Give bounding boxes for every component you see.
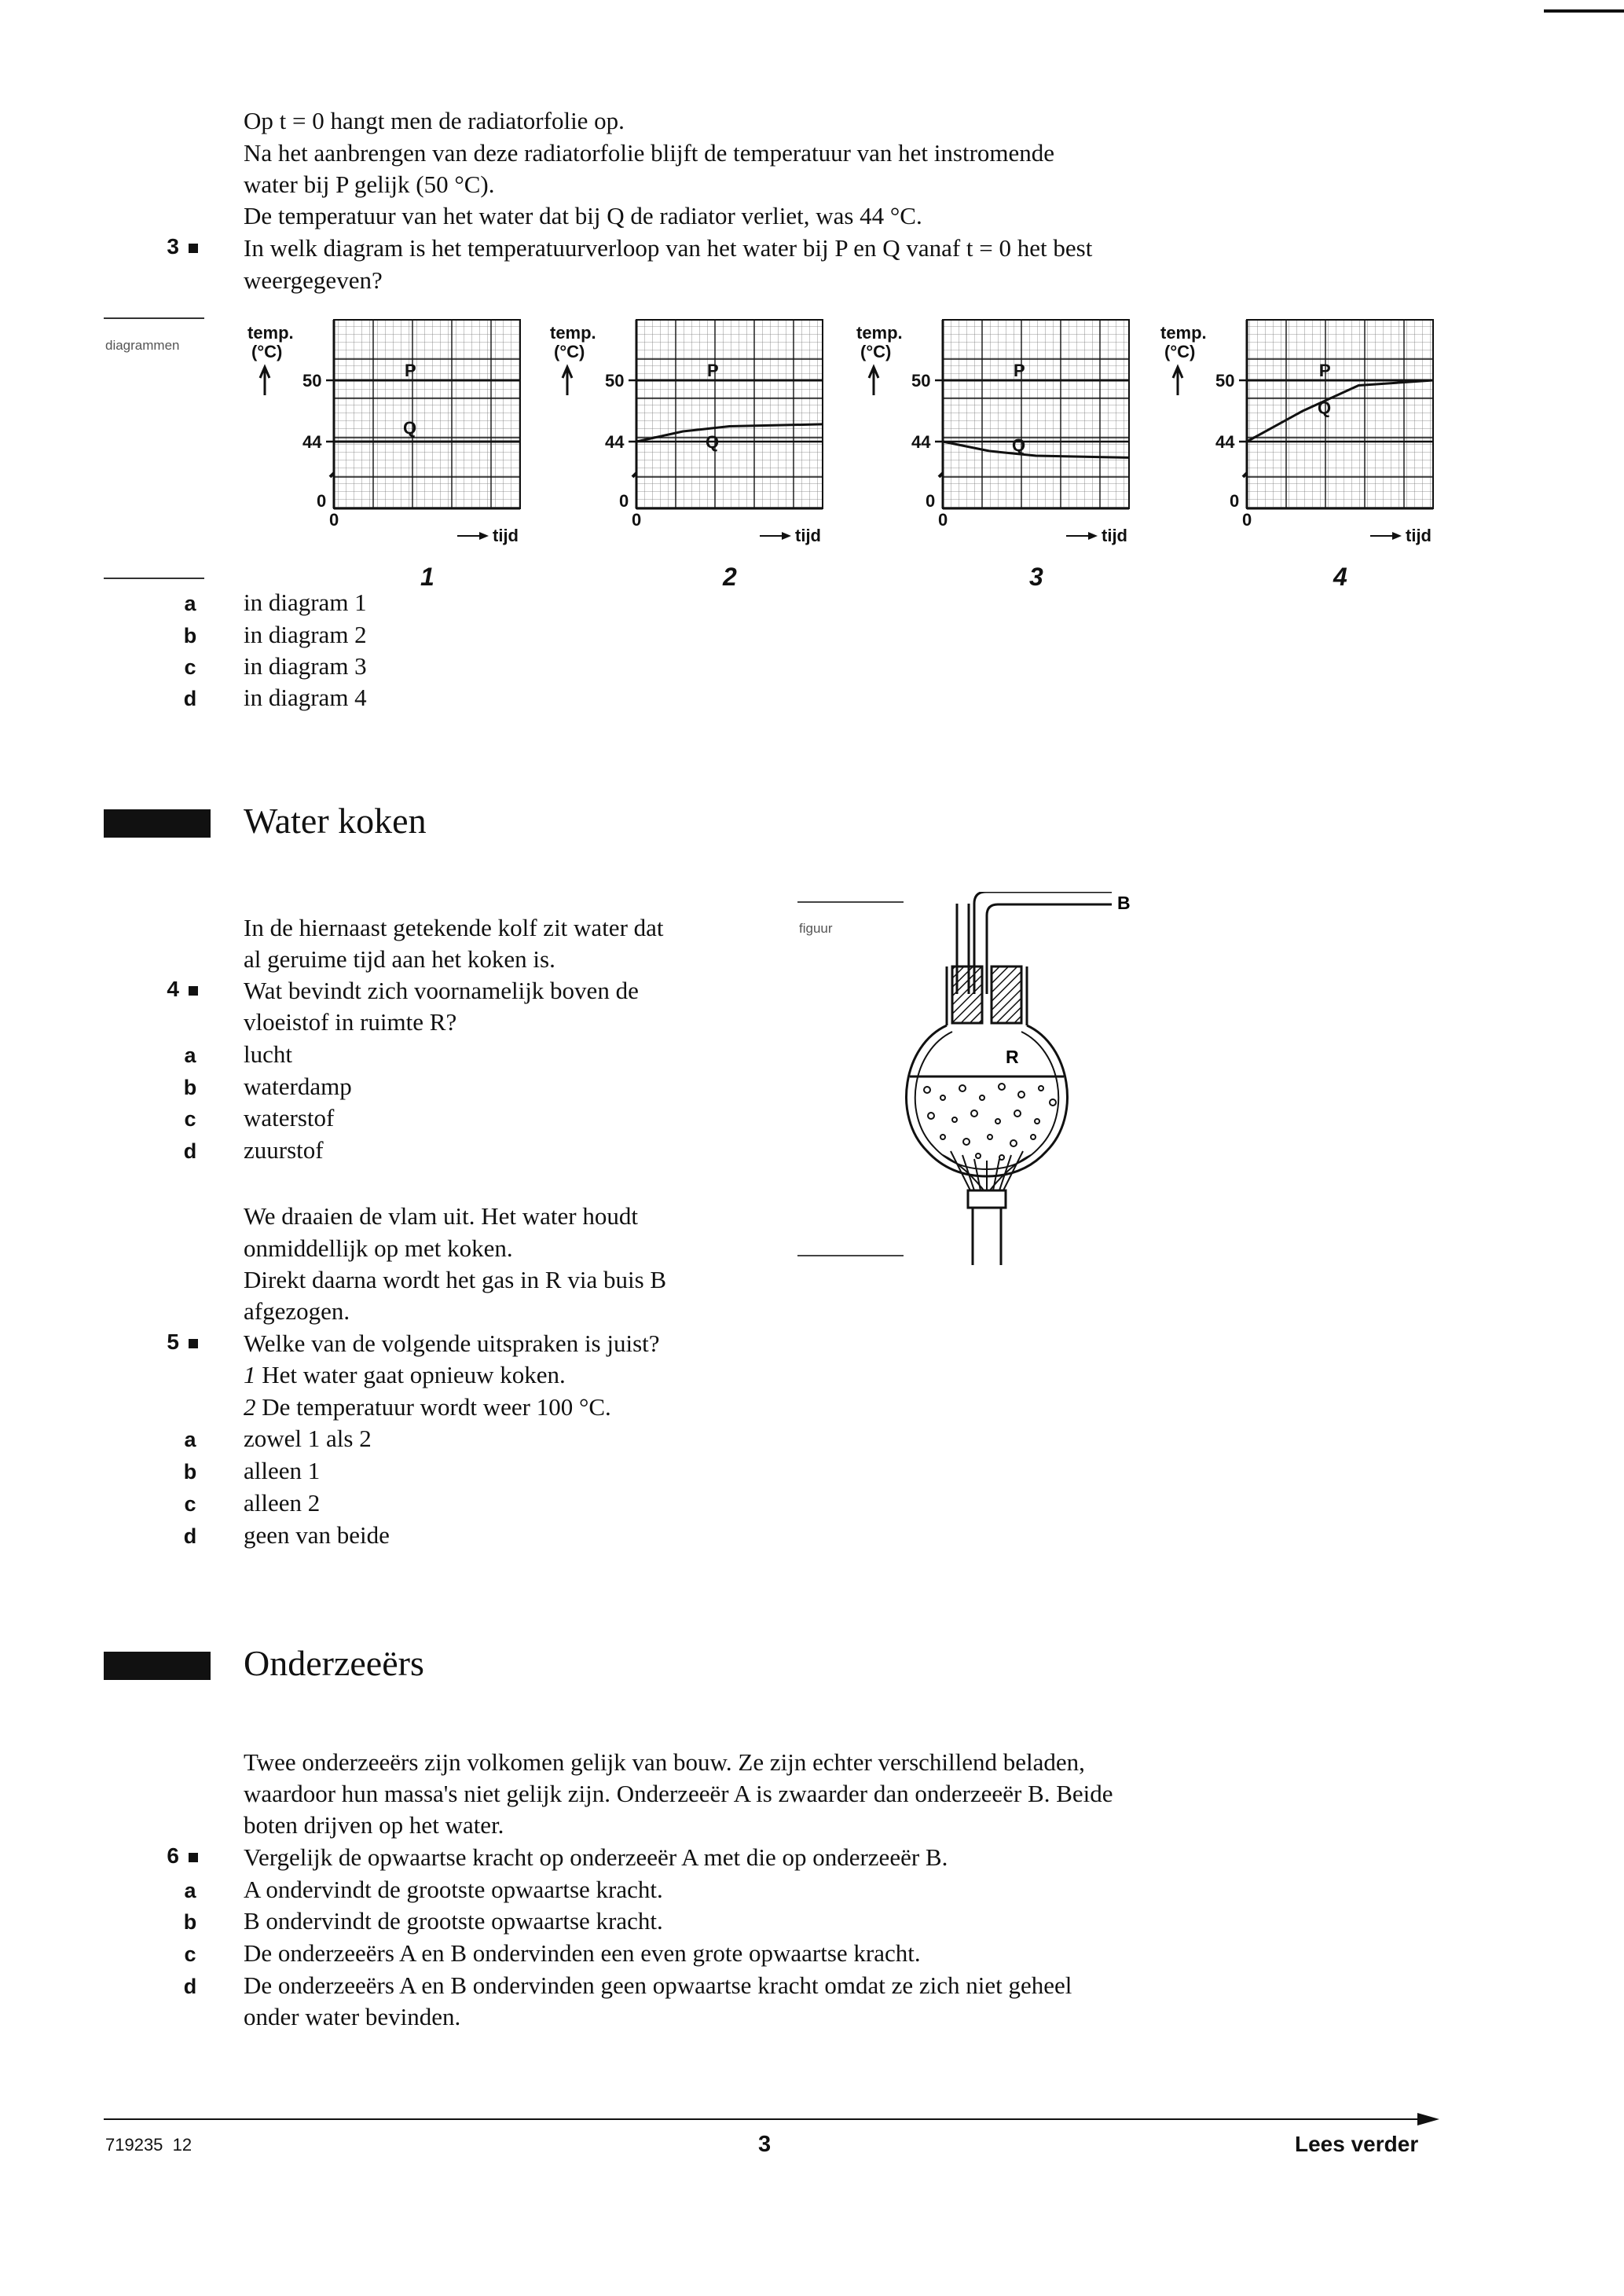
statement-text: De temperatuur wordt weer 100 °C. bbox=[262, 1393, 611, 1421]
q6-option-c[interactable] bbox=[174, 1937, 1353, 1971]
arrow-up-icon bbox=[869, 367, 878, 395]
option-letter: c bbox=[184, 655, 196, 679]
option-letter: b bbox=[183, 1910, 197, 1934]
statement-number: 1 bbox=[244, 1361, 256, 1388]
y-axis-unit: (°C) bbox=[1164, 342, 1196, 361]
q3-intro-3: water bij P gelijk (50 °C). bbox=[244, 171, 495, 198]
q5-option-d[interactable] bbox=[174, 1519, 567, 1553]
section-bar bbox=[104, 809, 211, 838]
temperature-diagrams bbox=[228, 310, 1454, 593]
arrow-head-icon bbox=[1392, 532, 1402, 540]
bubbles bbox=[924, 1084, 1056, 1160]
chart-grid bbox=[1247, 320, 1433, 508]
figure-divider-bottom bbox=[797, 1255, 904, 1256]
q5-option-c[interactable] bbox=[174, 1487, 567, 1520]
diagram-caption: 1 bbox=[420, 563, 434, 591]
option-letter: d bbox=[183, 1524, 197, 1548]
q5-question: Welke van de volgende uitspraken is juist? bbox=[244, 1330, 660, 1357]
section-title-onderzeeers: Onderzeeërs bbox=[244, 1643, 424, 1683]
q4-option-a[interactable] bbox=[174, 1038, 567, 1072]
water-intro-1: In de hiernaast getekende kolf zit water dat bbox=[244, 914, 664, 941]
option-letter: d bbox=[183, 1975, 197, 1998]
q3-intro-1: Op t = 0 hangt men de radiatorfolie op. bbox=[244, 107, 625, 134]
option-letter: b bbox=[183, 624, 197, 647]
arrow-head-icon bbox=[479, 532, 489, 540]
arrow-head-icon bbox=[782, 532, 791, 540]
tick-label-0: 0 bbox=[619, 491, 629, 511]
x-tick-label-0: 0 bbox=[632, 510, 642, 530]
q3-option-c[interactable] bbox=[174, 650, 567, 684]
tick-label-44: 44 bbox=[605, 432, 625, 452]
boiling-flask-figure bbox=[896, 892, 1155, 1269]
q6-option-d-continued: onder water bevinden. bbox=[244, 2003, 461, 2030]
y-axis-label: temp. bbox=[247, 323, 294, 343]
option-letter: c bbox=[184, 1492, 196, 1516]
option-letter: d bbox=[183, 687, 197, 710]
x-axis-label: tijd bbox=[1406, 526, 1432, 545]
tick-label-0: 0 bbox=[317, 491, 327, 511]
option-text: De onderzeeërs A en B ondervinden een even grote opwaartse kracht. bbox=[244, 1939, 921, 1967]
q5-statement-1 bbox=[244, 1359, 566, 1391]
option-text: De onderzeeërs A en B ondervinden geen opwaartse kracht omdat ze zich niet geheel bbox=[244, 1971, 1072, 1999]
corner-mark bbox=[1544, 9, 1624, 13]
label-r: R bbox=[1006, 1047, 1019, 1067]
q5-statement-2 bbox=[244, 1391, 611, 1423]
q6-number: 6 bbox=[167, 1843, 179, 1868]
q4-option-b[interactable] bbox=[174, 1070, 567, 1104]
y-axis-unit: (°C) bbox=[554, 342, 585, 361]
q4-question-2: vloeistof in ruimte R? bbox=[244, 1008, 457, 1036]
tick-label-44: 44 bbox=[1215, 432, 1235, 452]
option-text: waterstof bbox=[244, 1104, 335, 1131]
q3-number: 3 bbox=[167, 234, 179, 259]
footer-arrow-line bbox=[104, 2110, 1439, 2129]
q5-option-b[interactable] bbox=[174, 1454, 567, 1488]
arrow-head-icon bbox=[1088, 532, 1098, 540]
tick-label-50: 50 bbox=[1215, 371, 1235, 391]
q6-option-a[interactable] bbox=[174, 1873, 1353, 1907]
bullet-icon bbox=[189, 986, 198, 996]
q6-option-d[interactable] bbox=[174, 1969, 1353, 2003]
q3-option-d[interactable] bbox=[174, 681, 567, 715]
water-para2-2: onmiddellijk op met koken. bbox=[244, 1234, 513, 1262]
q5-number: 5 bbox=[167, 1330, 179, 1354]
diagram-caption: 3 bbox=[1029, 563, 1043, 591]
question-number bbox=[151, 1843, 198, 1869]
q4-number: 4 bbox=[167, 977, 179, 1001]
q5-option-a[interactable] bbox=[174, 1422, 567, 1456]
option-text: waterdamp bbox=[244, 1073, 352, 1100]
y-axis-label: temp. bbox=[550, 323, 596, 343]
option-letter: a bbox=[184, 1428, 196, 1451]
divider bbox=[104, 578, 204, 579]
tick-label-44: 44 bbox=[911, 432, 931, 452]
q3-question-1: In welk diagram is het temperatuurverloop van het water bij P en Q vanaf t = 0 het best bbox=[244, 234, 1093, 262]
bullet-icon bbox=[189, 1853, 198, 1862]
option-text: in diagram 4 bbox=[244, 684, 367, 711]
tick-label-50: 50 bbox=[605, 371, 625, 391]
question-number bbox=[151, 234, 198, 259]
bullet-icon bbox=[189, 1339, 198, 1348]
y-axis-label: temp. bbox=[856, 323, 903, 343]
water-para2-3: Direkt daarna wordt het gas in R via buis B bbox=[244, 1266, 667, 1293]
option-text: geen van beide bbox=[244, 1521, 390, 1549]
option-text: A ondervindt de grootste opwaartse kracht. bbox=[244, 1876, 663, 1903]
question-number bbox=[151, 1330, 198, 1355]
x-tick-label-0: 0 bbox=[329, 510, 339, 530]
x-tick-label-0: 0 bbox=[1242, 510, 1252, 530]
q3-option-a[interactable] bbox=[174, 586, 567, 620]
divider bbox=[104, 317, 204, 319]
option-text: in diagram 3 bbox=[244, 652, 367, 680]
margin-label-diagrammen: diagrammen bbox=[105, 338, 180, 353]
series-label-p: P bbox=[707, 361, 719, 380]
option-letter: b bbox=[183, 1460, 197, 1484]
section-bar bbox=[104, 1652, 211, 1680]
water-para2-4: afgezogen. bbox=[244, 1297, 350, 1325]
figure-divider-top bbox=[797, 901, 904, 903]
statement-number: 2 bbox=[244, 1393, 256, 1421]
statement-text: Het water gaat opnieuw koken. bbox=[262, 1361, 566, 1388]
x-tick-label-0: 0 bbox=[938, 510, 948, 530]
series-label-p: P bbox=[1014, 361, 1025, 380]
sub-intro-2: waardoor hun massa's niet gelijk zijn. Onderzeeër A is zwaarder dan onderzeeër B. Beide bbox=[244, 1780, 1113, 1807]
option-text: in diagram 1 bbox=[244, 589, 367, 616]
q3-intro-4: De temperatuur van het water dat bij Q de radiator verliet, was 44 °C. bbox=[244, 202, 922, 229]
y-axis-unit: (°C) bbox=[251, 342, 283, 361]
tick-label-0: 0 bbox=[926, 491, 936, 511]
diagram-caption: 4 bbox=[1333, 563, 1347, 591]
option-letter: b bbox=[183, 1076, 197, 1099]
y-axis-unit: (°C) bbox=[860, 342, 892, 361]
footer-page-number: 3 bbox=[758, 2132, 772, 2157]
option-text: in diagram 2 bbox=[244, 621, 367, 648]
chart-grid bbox=[334, 320, 520, 508]
option-letter: c bbox=[184, 1107, 196, 1131]
arrow-right-icon bbox=[1417, 2113, 1439, 2125]
option-letter: a bbox=[184, 1879, 196, 1902]
label-b: B bbox=[1117, 893, 1131, 913]
option-letter: c bbox=[184, 1942, 196, 1966]
arrow-up-icon bbox=[260, 367, 269, 395]
option-text: alleen 2 bbox=[244, 1489, 321, 1517]
q4-option-c[interactable] bbox=[174, 1102, 567, 1135]
section-title-water-koken: Water koken bbox=[244, 801, 427, 841]
sub-intro-3: boten drijven op het water. bbox=[244, 1811, 504, 1839]
option-text: B ondervindt de grootste opwaartse kracht. bbox=[244, 1907, 663, 1935]
x-axis-label: tijd bbox=[1102, 526, 1127, 545]
y-axis-label: temp. bbox=[1160, 323, 1207, 343]
option-text: lucht bbox=[244, 1040, 292, 1068]
q3-intro-2: Na het aanbrengen van deze radiatorfolie blijft de temperatuur van het instromende bbox=[244, 139, 1055, 167]
figure-label: figuur bbox=[799, 921, 833, 936]
series-label-q: Q bbox=[706, 432, 720, 452]
water-intro-2: al geruime tijd aan het koken is. bbox=[244, 945, 555, 973]
chart-grid bbox=[636, 320, 823, 508]
option-letter: d bbox=[183, 1139, 197, 1163]
series-label-p: P bbox=[1319, 361, 1331, 380]
footer-lees-verder: Lees verder bbox=[1295, 2132, 1419, 2156]
tick-label-50: 50 bbox=[911, 371, 931, 391]
flame-icon bbox=[943, 1151, 1031, 1194]
series-label-q: Q bbox=[1318, 398, 1332, 418]
series-label-q: Q bbox=[1012, 435, 1026, 455]
option-text: zuurstof bbox=[244, 1136, 324, 1164]
sub-intro-1: Twee onderzeeërs zijn volkomen gelijk van bouw. Ze zijn echter verschillend beladen, bbox=[244, 1748, 1085, 1776]
option-text: alleen 1 bbox=[244, 1457, 321, 1484]
question-number bbox=[151, 977, 198, 1002]
option-text: zowel 1 als 2 bbox=[244, 1425, 372, 1452]
x-axis-label: tijd bbox=[795, 526, 821, 545]
arrow-up-icon bbox=[1173, 367, 1182, 395]
q4-question-1: Wat bevindt zich voornamelijk boven de bbox=[244, 977, 639, 1004]
tick-label-50: 50 bbox=[302, 371, 322, 391]
chart-grid bbox=[943, 320, 1129, 508]
q3-option-b[interactable] bbox=[174, 618, 567, 652]
arrow-up-icon bbox=[563, 367, 572, 395]
x-axis-label: tijd bbox=[493, 526, 519, 545]
series-label-q: Q bbox=[403, 418, 417, 438]
water-para2-1: We draaien de vlam uit. Het water houdt bbox=[244, 1202, 638, 1230]
bullet-icon bbox=[189, 244, 198, 253]
option-letter: a bbox=[184, 592, 196, 615]
series-label-p: P bbox=[405, 361, 416, 380]
q3-question-2: weergegeven? bbox=[244, 266, 383, 294]
q4-option-d[interactable] bbox=[174, 1134, 567, 1168]
tick-label-0: 0 bbox=[1230, 491, 1240, 511]
q6-option-b[interactable] bbox=[174, 1905, 1353, 1938]
q6-question: Vergelijk de opwaartse kracht op onderzeeër A met die op onderzeeër B. bbox=[244, 1843, 948, 1871]
option-letter: a bbox=[184, 1043, 196, 1067]
diagram-caption: 2 bbox=[723, 563, 737, 591]
footer-code: 719235 12 bbox=[105, 2135, 192, 2155]
tick-label-44: 44 bbox=[302, 432, 322, 452]
